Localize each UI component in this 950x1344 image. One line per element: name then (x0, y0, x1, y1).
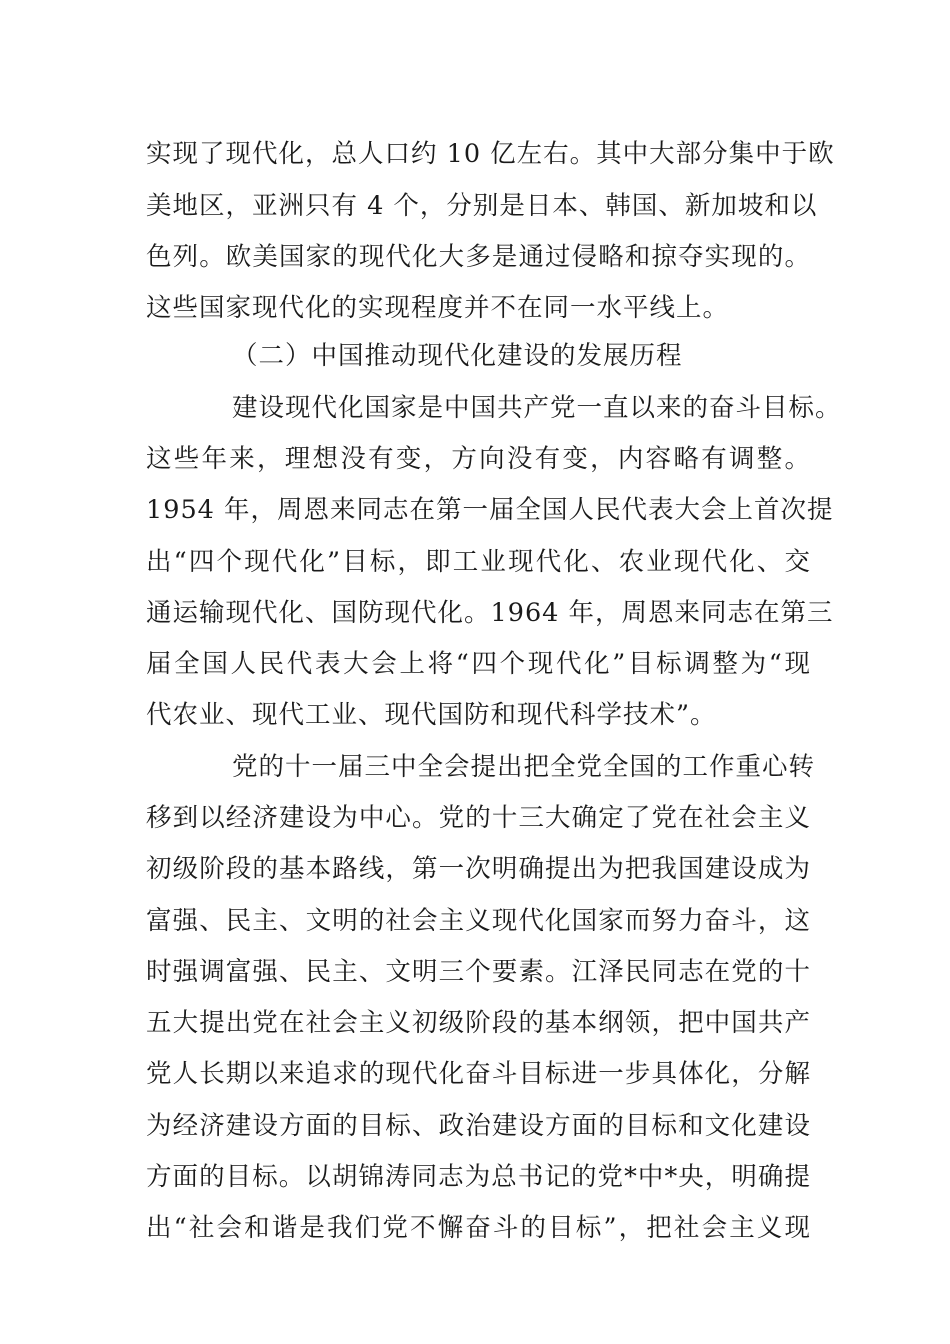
text-line-9: 出“四个现代化”目标，即工业现代化、农业现代化、交 (146, 547, 811, 577)
text-line-20: 为经济建设方面的目标、政治建设方面的目标和文化建设 (146, 1111, 811, 1141)
text-line-21: 方面的目标。以胡锦涛同志为总书记的党*中*央，明确提 (146, 1162, 811, 1192)
text-line-2: 美地区，亚洲只有 4 个，分别是日本、韩国、新加坡和以 (146, 191, 818, 221)
text-line-3: 色列。欧美国家的现代化大多是通过侵略和掠夺实现的。 (146, 242, 811, 272)
text-line-7: 这些年来，理想没有变，方向没有变，内容略有调整。 (146, 444, 811, 474)
text-line-16: 富强、民主、文明的社会主义现代化国家而努力奋斗，这 (146, 906, 811, 936)
text-line-15: 初级阶段的基本路线，第一次明确提出为把我国建设成为 (146, 854, 811, 884)
text-line-10: 通运输现代化、国防现代化。1964 年，周恩来同志在第三 (146, 598, 834, 628)
section-heading: （二）中国推动现代化建设的发展历程 (232, 341, 683, 371)
text-line-6: 建设现代化国家是中国共产党一直以来的奋斗目标。 (232, 393, 842, 423)
text-line-19: 党人长期以来追求的现代化奋斗目标进一步具体化，分解 (146, 1059, 811, 1089)
text-line-8: 1954 年，周恩来同志在第一届全国人民代表大会上首次提 (146, 495, 834, 525)
text-line-13: 党的十一届三中全会提出把全党全国的工作重心转 (232, 752, 816, 782)
text-line-4: 这些国家现代化的实现程度并不在同一水平线上。 (146, 293, 730, 323)
text-line-17: 时强调富强、民主、文明三个要素。江泽民同志在党的十 (146, 957, 811, 987)
text-line-12: 代农业、现代工业、现代国防和现代科学技术”。 (146, 700, 717, 730)
text-line-22: 出“社会和谐是我们党不懈奋斗的目标”，把社会主义现 (146, 1213, 811, 1243)
text-line-11: 届全国人民代表大会上将“四个现代化”目标调整为“现 (146, 649, 811, 679)
text-line-14: 移到以经济建设为中心。党的十三大确定了党在社会主义 (146, 803, 811, 833)
text-line-1: 实现了现代化，总人口约 10 亿左右。其中大部分集中于欧 (146, 139, 835, 169)
text-line-18: 五大提出党在社会主义初级阶段的基本纲领，把中国共产 (146, 1008, 811, 1038)
